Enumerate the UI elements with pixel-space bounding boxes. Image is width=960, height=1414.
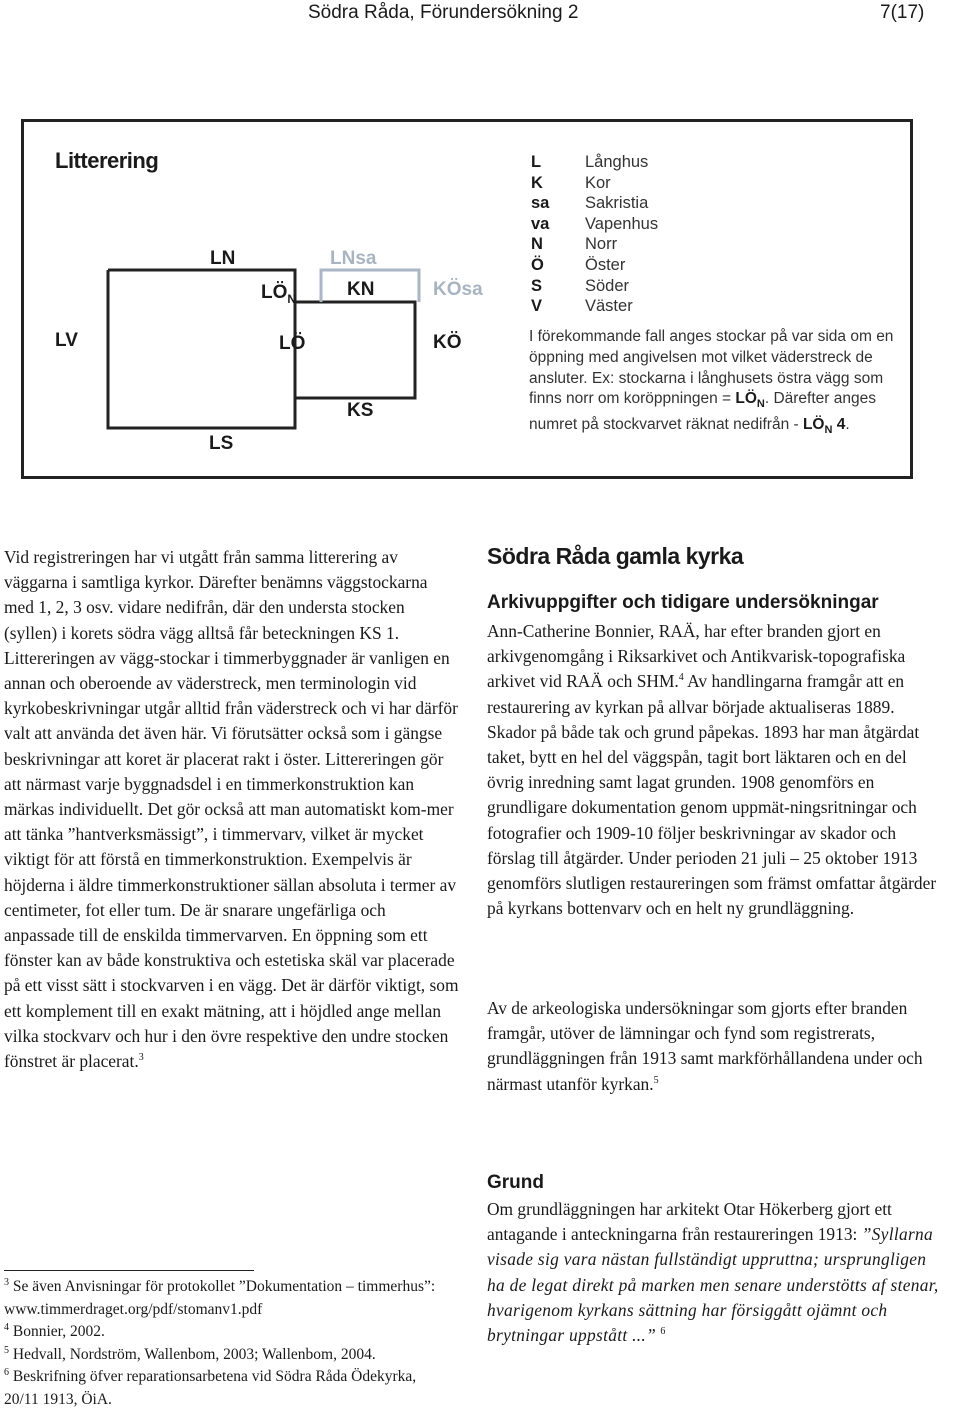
legend-row: S Söder (531, 276, 630, 295)
label-KS: KS (347, 400, 374, 421)
legend-row: Ö Öster (531, 255, 626, 274)
label-KO: KÖ (433, 332, 462, 353)
footnote: $^3$ Se även Anvisningar för protokollet ”Dokumentation – timmerhus”: www.timmerdraget.org/pdf/stomanv1.pdf (4, 1276, 436, 1318)
label-KN: KN (347, 279, 375, 300)
legend-row: K Kor (531, 173, 611, 192)
subheading-archive: Arkivuppgifter och tidigare undersökningar (487, 592, 879, 613)
legend-row: L Långhus (531, 153, 649, 171)
footnotes (4, 1276, 454, 1412)
left-body-text: Vid registreringen har vi utgått från samma litterering av väggarna i samtliga kyrkor. Därefter benämns väggstockarna med 1, 2, 3 osv. vidare nedifrån, där den understa stocken (syllen) i korets södra vägg alltså får beteckningen KS 1. Littereringen av vägg-stockar i timmerbyggnader är vanligen en annan och oberoende av väderstreck, men terminologin vid kyrkobeskrivningar utgår alltid från väderstreck och vi har därför valt att använda det även här. Vi förutsätter också som i gängse beskrivningar att koret är placerat rakt i öster. Littereringen gör att närmast varje byggnadsdel i en timmerkonstruktion kan märkas individuellt. Det gör också att man automatiskt kom-mer att tänka ”hantverksmässigt”, i timmervarv, vilket är mycket viktigt för att förstå en timmerkonstruktion. Exempelvis är höjderna i äldre timmerkonstruktioner sällan absoluta i termer av centimeter, fot eller tum. De är snarare ungefärliga och anpassade till de enskilda timmervarven. En öppning som ett fönster kan av både konstruktiva och estetiska skäl var placerade på ett visst sätt i stockvarven i en vägg. Det är därför viktigt, som ett komplement till en exakt mätning, att i höjdled ange mellan vilka stockvarv och hur i den övre respektive den undre stocken fönstret är placerat.$^3$ (4, 547, 459, 1072)
legend-row: V Väster (531, 297, 633, 316)
footnote: $^6$ Beskrifning öfver reparationsarbetena vid Södra Råda Ödekyrka, 20/11 1913, ÖiA. (4, 1367, 417, 1408)
label-LV: LV (55, 330, 78, 351)
figure-note: I förekommande fall anges stockar på var sida om en öppning med angivelsen mot vilket väderstreck de ansluter. Ex: stockarna i långhusets östra vägg som finns norr om koröppningen = $LÖ_N$. Därefter anges numret på stockvarvet räknat nedifrån - $LÖ_N$ 4. (529, 328, 894, 437)
label-LNsa: LNsa (330, 248, 377, 269)
grund-paragraph: Om grundläggningen har arkitekt Otar Hökerberg gjort ett antagande i anteckningarna från restaureringen 1913: ”Syllarna visade sig vara nästan fullständigt uppruttna; ursprungligen ha de legat direkt på marken men senare understötts af stenar, hvarigenom kyrkans sättning har försiggått ojämnt och brytningar uppstått ...” $^6$ (487, 1199, 939, 1346)
footnote: $^5$ Hedvall, Nordström, Wallenbom, 2003; Wallenbom, 2004. (4, 1344, 376, 1363)
label-LO-N: $LÖ_N$ (261, 282, 297, 306)
label-LS: LS (209, 433, 234, 454)
page-number: 7(17) (880, 2, 925, 23)
legend-row: sa Sakristia (531, 194, 649, 213)
legend-row: va Vapenhus (531, 214, 659, 233)
footnote-divider (4, 1270, 254, 1271)
label-LN: LN (210, 248, 236, 269)
section-heading: Södra Råda gamla kyrka (487, 543, 744, 569)
footnote: $^4$ Bonnier, 2002. (4, 1322, 105, 1341)
subheading-grund: Grund (487, 1172, 544, 1193)
archive-paragraph: Ann-Catherine Bonnier, RAÄ, har efter branden gjort en arkivgenomgång i Riksarkivet och Antikvarisk-topografiska arkivet vid RAÄ och SHM.$^4$ Av handlingarna framgår att en restaurering av kyrkan på allvar började aktualiseras 1889. Skador på både tak och grund påpekas. 1893 har man åtgärdat taket, bytt en hel del väggspån, tagit bort läktaren och en del övrig inredning samt lagat grunden. 1908 genomförs en grundligare dokumentation genom uppmät-ningsritningar och fotografier och 1909-10 följer beskrivningar av skador och förslag till åtgärder. Under perioden 21 juli – 25 oktober 1913 genomförs slutligen restaureringen som främst omfattar åtgärder på kyrkans bottenvarv och en helt ny grundläggning. (487, 621, 937, 919)
page-header-title: Södra Råda, Förundersökning 2 (308, 2, 579, 23)
label-KOsa: KÖsa (433, 279, 483, 300)
litterering-figure (21, 119, 913, 479)
chancel-outline (295, 302, 415, 398)
abbreviation-legend (531, 152, 658, 317)
label-LO: LÖ (279, 333, 306, 354)
figure-title: Litterering (55, 148, 159, 173)
legend-row: N Norr (531, 235, 618, 254)
archaeology-paragraph: Av de arkeologiska undersökningar som gjorts efter branden framgår, utöver de lämningar och fynd som registrerats, grundläggningen från 1913 samt markförhållandena under och närmast utanför kyrkan.$^5$ (487, 998, 923, 1094)
